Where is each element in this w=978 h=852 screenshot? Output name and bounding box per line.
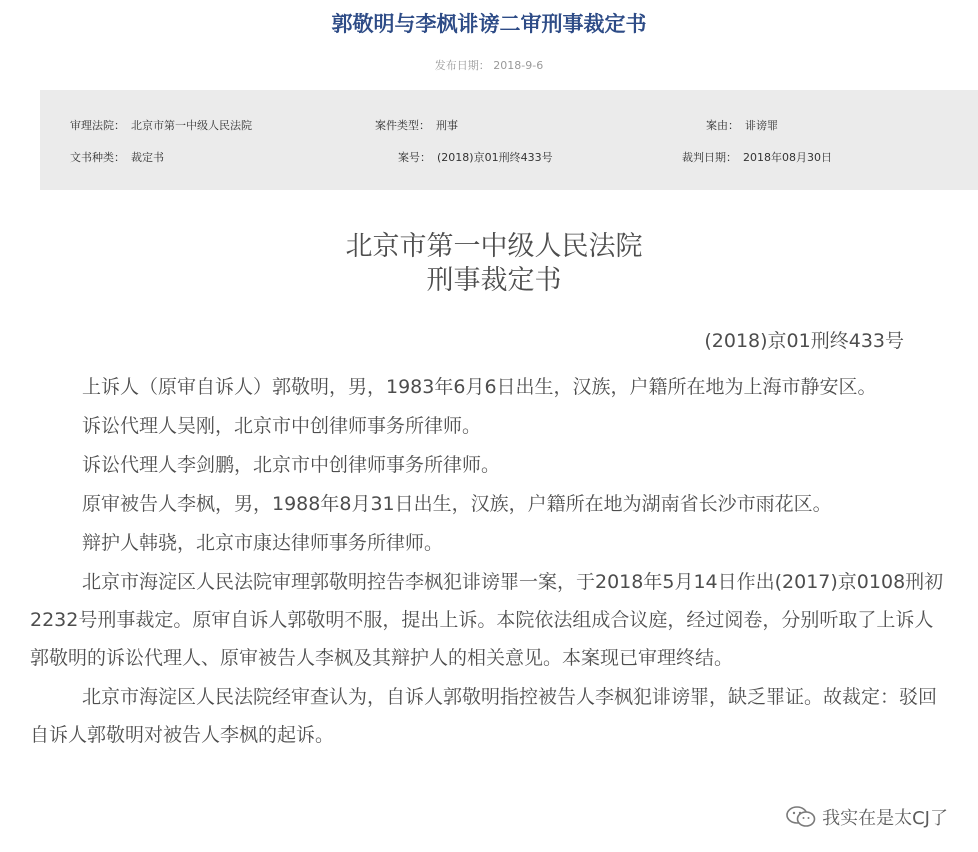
wechat-icon <box>786 806 816 828</box>
case-no-value: (2018)京01刑终433号 <box>437 151 553 164</box>
document-body <box>30 368 948 755</box>
publish-date-label: 发布日期： <box>434 59 490 72</box>
paragraph-agent-1: 诉讼代理人吴刚，北京市中创律师事务所律师。 <box>82 415 482 437</box>
paragraph-trial-history: 北京市海淀区人民法院审理郭敬明控告李枫犯诽谤罪一案，于2018年5月14日作出(2017)京0108刑初2232号刑事裁定。原审自诉人郭敬明不服，提出上诉。本院依法组成合议庭，经过阅卷，分别听取了上诉人郭敬明的诉讼代理人、原审被告人李枫及其辩护人的相关意见。本案现已审理终结。 <box>30 571 944 669</box>
court-value: 北京市第一中级人民法院 <box>131 119 252 132</box>
paragraph-defendant: 原审被告人李枫，男，1988年8月31日出生，汉族，户籍所在地为湖南省长沙市雨花区。 <box>82 493 832 515</box>
case-no-label: 案号： <box>398 151 431 164</box>
case-type-label: 案件类型： <box>375 119 430 132</box>
cause-label: 案由： <box>706 119 739 132</box>
document-title: 刑事裁定书 <box>426 265 562 296</box>
paragraph-agent-2: 诉讼代理人李剑鹏，北京市中创律师事务所律师。 <box>82 454 501 476</box>
paragraph-defender: 辩护人韩骁，北京市康达律师事务所律师。 <box>82 532 444 554</box>
doc-type-field <box>70 150 164 166</box>
doc-type-label: 文书种类： <box>70 151 125 164</box>
publish-date-value: 2018-9-6 <box>493 59 544 72</box>
court-label: 审理法院： <box>70 119 125 132</box>
case-no-field <box>398 150 553 166</box>
watermark-text: 我实在是太CJ了 <box>822 808 948 829</box>
page-title: 郭敬明与李枫诽谤二审刑事裁定书 <box>331 12 647 36</box>
watermark <box>786 804 948 830</box>
court-field <box>70 118 252 134</box>
case-info-panel <box>40 90 978 190</box>
judgment-date-field <box>682 150 832 166</box>
document-court-name: 北京市第一中级人民法院 <box>345 231 643 262</box>
publish-date <box>0 58 978 74</box>
case-type-field <box>375 118 458 134</box>
judgment-date-value: 2018年08月30日 <box>743 151 832 164</box>
document-case-number: (2018)京01刑终433号 <box>704 330 904 352</box>
doc-type-value: 裁定书 <box>131 151 164 164</box>
paragraph-appellant: 上诉人（原审自诉人）郭敬明，男，1983年6月6日出生，汉族，户籍所在地为上海市静安区。 <box>82 376 877 398</box>
judgment-date-label: 裁判日期： <box>682 151 737 164</box>
case-type-value: 刑事 <box>436 119 458 132</box>
cause-value: 诽谤罪 <box>745 119 778 132</box>
paragraph-ruling: 北京市海淀区人民法院经审查认为，自诉人郭敬明指控被告人李枫犯诽谤罪，缺乏罪证。故裁定：驳回自诉人郭敬明对被告人李枫的起诉。 <box>30 686 938 746</box>
cause-field <box>706 118 778 134</box>
